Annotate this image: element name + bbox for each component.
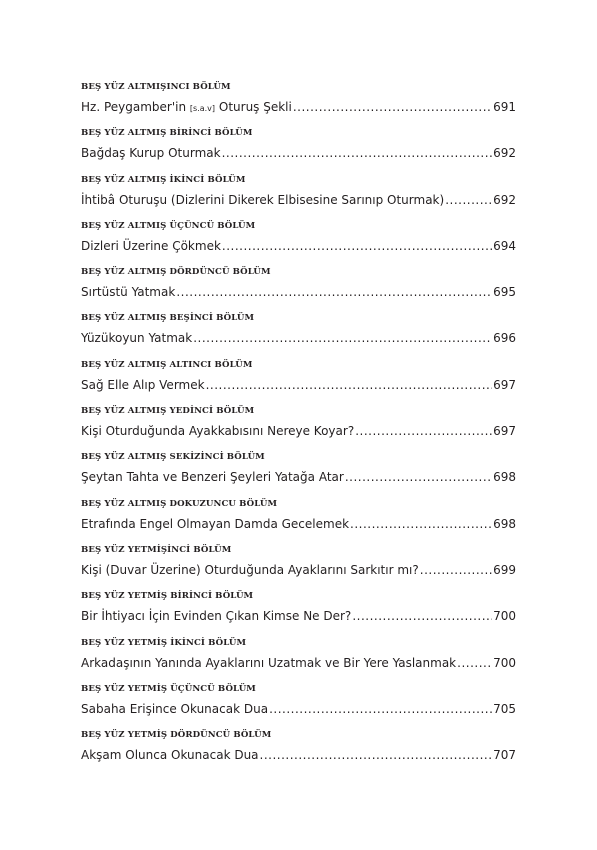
toc-line[interactable] (81, 469, 516, 486)
dot-leader (269, 701, 492, 718)
toc-entry[interactable] (81, 589, 516, 635)
page-number: 695 (493, 285, 516, 300)
toc-line[interactable] (81, 423, 516, 440)
entry-title: Sabaha Erişince Okunacak Dua (81, 701, 269, 716)
chapter-heading: BEŞ YÜZ ALTMIŞ YEDİNCİ BÖLÜM (81, 406, 255, 417)
toc-line[interactable] (81, 238, 516, 255)
toc-entry[interactable] (81, 311, 516, 357)
toc-line[interactable] (81, 747, 516, 764)
page-number: 700 (493, 655, 516, 670)
entry-title: Sağ Elle Alıp Vermek (81, 377, 205, 392)
entry-title: Kişi (Duvar Üzerine) Oturduğunda Ayaklarını Sarkıtır mı? (81, 562, 419, 577)
toc-line[interactable] (81, 608, 516, 625)
chapter-heading: BEŞ YÜZ ALTMIŞINCI BÖLÜM (81, 82, 231, 92)
dot-leader (352, 608, 492, 625)
page-number: 707 (493, 748, 516, 763)
toc-entry[interactable] (81, 80, 516, 126)
page-number: 700 (493, 609, 516, 624)
entry-title: Şeytan Tahta ve Benzeri Şeyleri Yatağa Atar (81, 470, 344, 485)
page-number: 705 (493, 701, 516, 716)
toc-line[interactable] (81, 516, 516, 533)
chapter-heading: BEŞ YÜZ YETMİŞ ÜÇÜNCÜ BÖLÜM (81, 683, 256, 694)
chapter-heading: BEŞ YÜZ YETMİŞİNCİ BÖLÜM (81, 544, 232, 555)
dot-leader (350, 516, 492, 533)
chapter-heading: BEŞ YÜZ ALTMIŞ DOKUZUNCU BÖLÜM (81, 498, 278, 509)
entry-title: Arkadaşının Yanında Ayaklarını Uzatmak ve Bir Yere Yaslanmak (81, 655, 457, 670)
entry-title-main: Hz. Peygamber'in (81, 100, 187, 114)
toc-entry[interactable] (81, 682, 516, 728)
toc-line[interactable] (81, 192, 516, 209)
dot-leader (260, 747, 493, 764)
page-number: 697 (493, 424, 516, 439)
entry-title: Kişi Oturduğunda Ayakkabısını Nereye Koyar? (81, 424, 355, 439)
toc-entry[interactable] (81, 404, 516, 450)
page-number: 698 (493, 470, 516, 485)
page-number: 698 (493, 516, 516, 531)
dot-leader (355, 423, 492, 440)
toc-line[interactable] (81, 145, 516, 162)
entry-title: Yüzükoyun Yatmak (81, 331, 193, 346)
toc-line[interactable] (81, 99, 516, 117)
dot-leader (193, 330, 492, 347)
page-number: 692 (493, 192, 516, 207)
dot-leader (293, 99, 492, 116)
chapter-heading: BEŞ YÜZ ALTMIŞ İKİNCİ BÖLÜM (81, 174, 246, 185)
page-number: 692 (493, 146, 516, 161)
entry-title: İhtibâ Oturuşu (Dizlerini Dikerek Elbisesine Sarınıp Oturmak) (81, 192, 445, 207)
toc-entry[interactable] (81, 219, 516, 265)
dot-leader (222, 145, 493, 162)
toc-entry[interactable] (81, 450, 516, 496)
chapter-heading: BEŞ YÜZ YETMİŞ DÖRDÜNCÜ BÖLÜM (81, 730, 272, 741)
toc-line[interactable] (81, 701, 516, 718)
page-number: 699 (493, 562, 516, 577)
dot-leader (457, 655, 492, 672)
dot-leader (420, 562, 492, 579)
chapter-heading: BEŞ YÜZ ALTMIŞ BEŞİNCİ BÖLÜM (81, 313, 255, 324)
entry-title-abbreviation: [s.a.v] (189, 104, 216, 113)
entry-title (81, 99, 292, 117)
toc-line[interactable] (81, 562, 516, 579)
chapter-heading: BEŞ YÜZ ALTMIŞ BİRİNCİ BÖLÜM (81, 128, 253, 139)
entry-title: Dizleri Üzerine Çökmek (81, 238, 221, 253)
page-number: 696 (493, 331, 516, 346)
dot-leader (345, 469, 492, 486)
dot-leader (176, 284, 492, 301)
toc-entry[interactable] (81, 126, 516, 172)
chapter-heading: BEŞ YÜZ ALTMIŞ ALTINCI BÖLÜM (81, 359, 253, 370)
entry-title-rest: Oturuş Şekli (218, 100, 292, 114)
entry-title: Akşam Olunca Okunacak Dua (81, 748, 259, 763)
chapter-heading: BEŞ YÜZ ALTMIŞ ÜÇÜNCÜ BÖLÜM (81, 220, 256, 231)
chapter-heading: BEŞ YÜZ ALTMIŞ DÖRDÜNCÜ BÖLÜM (81, 267, 271, 278)
toc-line[interactable] (81, 284, 516, 301)
chapter-heading: BEŞ YÜZ YETMİŞ İKİNCİ BÖLÜM (81, 637, 247, 648)
toc-entry[interactable] (81, 728, 516, 774)
toc-entry[interactable] (81, 543, 516, 589)
page-number: 697 (493, 377, 516, 392)
dot-leader (222, 238, 492, 255)
entry-title: Etrafında Engel Olmayan Damda Gecelemek (81, 516, 350, 531)
dot-leader (206, 377, 493, 394)
table-of-contents (81, 80, 516, 774)
entry-title: Sırtüstü Yatmak (81, 285, 176, 300)
chapter-heading: BEŞ YÜZ ALTMIŞ SEKİZİNCİ BÖLÜM (81, 452, 265, 463)
toc-line[interactable] (81, 655, 516, 672)
toc-entry[interactable] (81, 497, 516, 543)
toc-entry[interactable] (81, 265, 516, 311)
entry-title: Bağdaş Kurup Oturmak (81, 146, 221, 161)
toc-line[interactable] (81, 377, 516, 394)
toc-entry[interactable] (81, 358, 516, 404)
toc-entry[interactable] (81, 636, 516, 682)
toc-line[interactable] (81, 330, 516, 347)
entry-title: Bir İhtiyacı İçin Evinden Çıkan Kimse Ne Der? (81, 609, 352, 624)
dot-leader (445, 192, 492, 209)
toc-entry[interactable] (81, 173, 516, 219)
page-number: 694 (493, 238, 516, 253)
chapter-heading: BEŞ YÜZ YETMİŞ BİRİNCİ BÖLÜM (81, 591, 254, 602)
page-number: 691 (493, 100, 516, 114)
